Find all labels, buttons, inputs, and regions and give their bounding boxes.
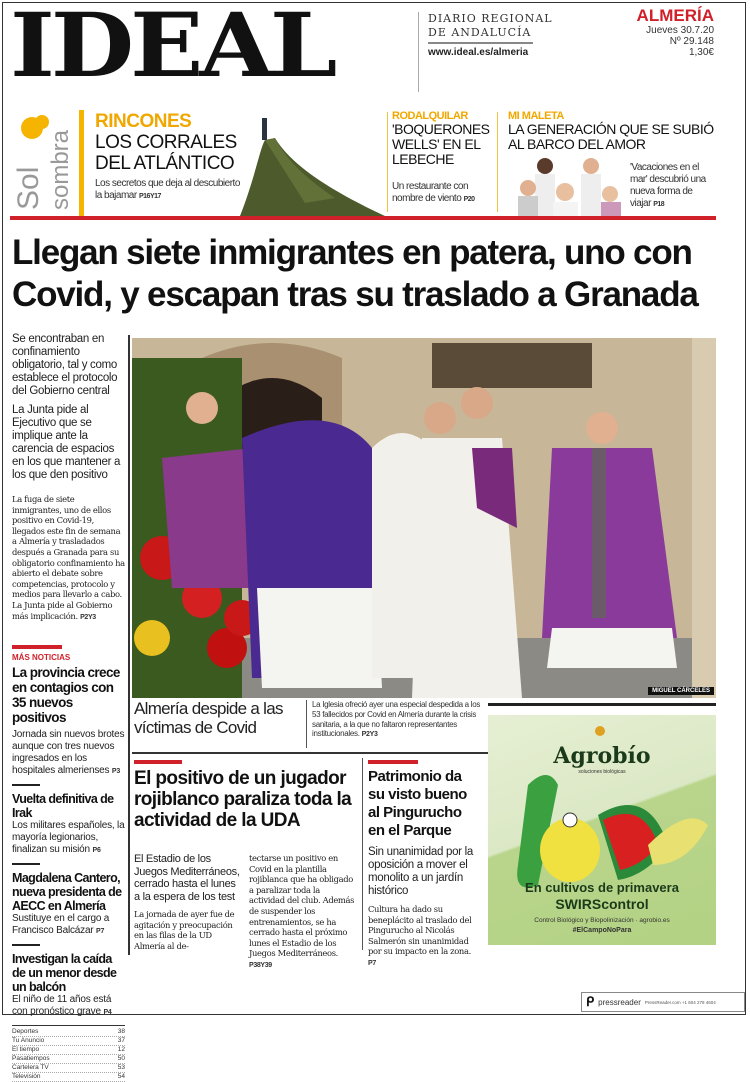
index-row[interactable]: El tiempo 12 — [12, 1046, 125, 1054]
photo-credit: MIGUEL CÁRCELES — [648, 687, 714, 695]
story-headline: Patrimonio da su visto bueno al Pingurucho en el Parque — [368, 768, 467, 839]
lead-body: La fuga de siete inmigrantes, uno de ellos positivo en Covid-19, llegados este fin de semana a Almería y trasladados después a Granada para su obligatorio confinamiento ha abierto el debate sobre competencias, protocolo y medios para llevarlo a cabo. La Junta pide al Gobierno más implicación. P2Y3 — [12, 494, 125, 621]
section-red-rule — [10, 216, 716, 220]
column-rule — [362, 758, 363, 950]
pressreader-distribution: PressReader.com +1 604 278 4604 — [644, 999, 716, 1005]
story-body-1: La jornada de ayer fue de agitación y preocupación en las filas de la UD Almería al de- — [134, 909, 235, 951]
story-headline: El positivo de un jugador rojiblanco paraliza toda la actividad de la UDA — [134, 768, 352, 831]
red-tab — [12, 645, 62, 649]
index-row[interactable]: Cartelera TV 53 — [12, 1064, 125, 1072]
teaser-divider — [387, 112, 388, 212]
story-pingurucho[interactable] — [368, 760, 476, 970]
section-index — [12, 1025, 125, 1082]
edition-info — [637, 6, 714, 58]
svg-text:Sol: Sol — [12, 166, 45, 210]
masthead-divider — [418, 12, 419, 92]
brief-divider — [12, 863, 40, 865]
teaser-kicker: RINCONES — [95, 111, 192, 132]
news-brief[interactable]: Investigan la caída de un menor desde un balcón El niño de 11 años está con pronóstico grave P4 — [12, 952, 117, 1018]
story-body: Cultura ha dado su beneplácito al traslado del Pingurucho al Nicolás Salmerón sin unanimidad por su impacto en la zona. P7 — [368, 904, 472, 967]
masthead-tagline — [428, 12, 553, 40]
teaser-headline: LOS CORRALES DEL ATLÁNTICO — [95, 132, 237, 174]
index-row[interactable]: Tu Anuncio 37 — [12, 1037, 125, 1045]
edition-city: ALMERÍA — [636, 6, 714, 25]
ad-brand: Agrobío — [553, 743, 651, 769]
teaser-headline: LA GENERACIÓN QUE SE SUBIÓ AL BARCO DEL AMOR — [508, 121, 714, 152]
photo-caption-title[interactable]: Almería despide a las víctimas de Covid — [134, 699, 283, 737]
index-row[interactable]: Pasatiempos 50 — [12, 1055, 125, 1063]
teaser-headline: 'BOQUERONES WELLS' EN EL LEBECHE — [392, 121, 490, 167]
teaser-rincones[interactable] — [95, 112, 245, 203]
teaser-summary: Un restaurante con nombre de viento P20 — [392, 181, 475, 204]
teaser-summary: Los secretos que deja al descubierto la bajamar P16Y17 — [95, 178, 240, 201]
teaser-kicker: MI MALETA — [508, 110, 564, 122]
rock-outcrop-photo — [235, 118, 385, 216]
more-news — [12, 645, 125, 1082]
issue-number: Nº 29.148 — [669, 36, 714, 47]
story-dek: Sin unanimidad por la oposición a mover el monolito a un jardín histórico — [368, 846, 473, 897]
svg-text:sombra: sombra — [47, 129, 74, 210]
index-row[interactable]: Televisión 54 — [12, 1073, 125, 1081]
edition-date: Jueves 30.7.20 — [646, 25, 714, 36]
ad-hashtag: #ElCampoNoPara — [572, 927, 632, 934]
tagline-line-1: DIARIO REGIONAL — [428, 12, 553, 25]
ad-brand-sub: soluciones biológicas — [578, 769, 626, 775]
photo-caption-text: La Iglesia ofreció ayer una especial despedida a los 53 fallecidos por Covid en Almería durante la crisis sanitaria, a la que no faltaron representantes institucionales. P2Y3 — [312, 700, 481, 739]
agrobio-advertisement[interactable] — [488, 715, 716, 945]
lead-dek-1: Se encontraban en confinamiento obligatorio, tal y como establece el protocolo del Gobierno central — [12, 333, 118, 397]
left-column — [12, 333, 125, 1082]
masthead-logo: IDEAL — [10, 0, 334, 97]
news-brief[interactable]: La provincia crece en contagios con 35 nuevos positivos Jornada sin nuevos brotes aunque con tres nuevos ingresados en los hospitales almerienses P3 — [12, 665, 125, 777]
ad-line-2: SWIRScontrol — [555, 896, 649, 912]
index-row[interactable]: Deportes 38 — [12, 1028, 125, 1036]
ad-line-3: Control Biológico y Biopolinización · agrobio.es — [534, 917, 670, 924]
pressreader-icon: ᑭ — [586, 994, 595, 1009]
brief-divider — [12, 784, 40, 786]
column-rule — [128, 335, 130, 955]
teaser-rodalquilar[interactable] — [392, 110, 490, 206]
teaser-accent-bar — [79, 110, 84, 216]
teaser-kicker: RODALQUILAR — [392, 110, 468, 122]
sol-y-sombra-logo — [12, 112, 74, 212]
brief-divider — [12, 944, 40, 946]
main-photo-funeral-mass — [132, 338, 716, 698]
lead-dek-2: La Junta pide al Ejecutivo que se implique ante la carencia de espacios en los que mantener a los que den positivo — [12, 404, 121, 481]
pressreader-badge[interactable] — [581, 992, 745, 1012]
masthead-rule — [428, 42, 533, 44]
red-tab — [368, 760, 418, 764]
more-news-label: MÁS NOTICIAS — [12, 653, 71, 663]
story-col-1 — [134, 853, 241, 972]
pressreader-label: pressreader — [598, 997, 641, 1007]
website-link[interactable]: www.ideal.es/almeria — [428, 47, 529, 58]
story-uda[interactable] — [134, 760, 356, 972]
love-boat-crew-photo — [513, 152, 628, 216]
red-tab — [134, 760, 182, 764]
news-brief[interactable]: Vuelta definitiva de Irak Los militares españoles, la mayoría legionarios, finalizan su misión P6 — [12, 792, 125, 856]
caption-divider — [306, 700, 307, 748]
teaser-divider — [497, 112, 498, 212]
teaser-mi-maleta[interactable] — [508, 110, 718, 209]
tagline-line-2: DE ANDALUCÍA — [428, 26, 532, 39]
teaser-summary: 'Vacaciones en el mar' descubrió una nueva forma de viajar P18 — [630, 162, 706, 209]
news-brief[interactable]: Magdalena Cantero, nueva presidenta de AECC en Almería Sustituye en el cargo a Francisco Balcázar P7 — [12, 871, 122, 937]
story-columns — [134, 853, 356, 972]
lead-headline[interactable]: Llegan siete inmigrantes en patera, uno con Covid, y escapan tras su traslado a Granada — [12, 233, 698, 314]
photo-illustration — [132, 338, 716, 698]
ad-rule — [488, 703, 716, 706]
price: 1,30€ — [688, 47, 714, 58]
ad-line-1: En cultivos de primavera — [525, 880, 679, 895]
story-body-2: tectarse un positivo en Covid en la plantilla rojiblanca que ha obligado a paralizar toda la actividad del club. Además de suspender los entrenamientos, se ha cerrado hasta el próximo lunes el Estadio de los Juegos Mediterráneos. P38Y39 — [249, 853, 355, 969]
story-dek: El Estadio de los Juegos Mediterráneos, cerrado hasta el lunes a la espera de los test — [134, 853, 240, 903]
